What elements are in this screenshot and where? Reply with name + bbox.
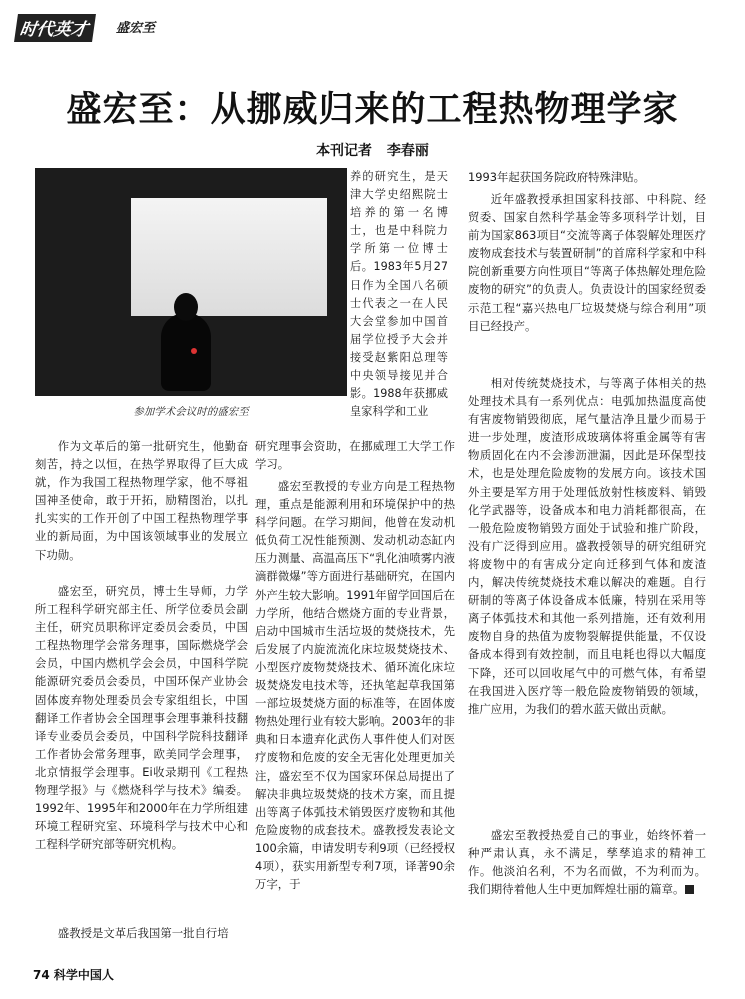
- paragraph-closing: [468, 826, 706, 898]
- end-mark-icon: [685, 885, 694, 894]
- speaker-silhouette: [161, 313, 211, 391]
- page-number: 74: [33, 968, 50, 982]
- column-label: 时代英才: [14, 14, 96, 42]
- paragraph-research: 盛宏至教授的专业方向是工程热物理，重点是能源利用和环境保护中的热科学问题。在学习期间，他曾在发动机低负荷工况性能预测、发动机动态缸内压力测量、高温高压下“乳化油喷雾内液滴群微爆”等方面进行基础研究，在国内外产生较大影响。1991年留学回国后在力学所，他结合燃烧方面的专业背景，启动中国城市生活垃圾的焚烧技术，先后发展了内旋流流化床垃圾焚烧技术、小型医疗废物焚烧技术、循环流化床垃圾焚烧发电技术等，还执笔起草我国第一部垃圾焚烧方面的标准等，在固体废物热处理行业有较大影响。2003年的非典和日本遗弃化武伤人事件使人们对医疗废物和危废的安全无害化处理更加关注，盛宏至不仅为国家环保总局提出了解决非典垃圾焚烧的技术方案，而且提出等离子体弧技术销毁医疗废物和其他危险废物的成套技术。盛教授发表论文100余篇，申请发明专利9项（已经授权4项），获实用新型专利7项，译著90余万字，于: [255, 479, 455, 892]
- article-byline: 本刊记者 李春丽: [316, 143, 429, 159]
- paragraph-projects: 近年盛教授承担国家科技部、中科院、经贸委、国家自然科学基金等多项科学计划，目前为国家863项目“交流等离子体裂解处理医疗废物成套技术与装置研制”的首席科学家和中科院创新重要方向性项目“等离子体热解处理危险废物的研究”的负责人。负责设计的国家经贸委示范工程“嘉兴热电厂垃圾焚烧与综合利用”项目已经投产。: [468, 192, 706, 333]
- paragraph-norway: 研究理事会资助，在挪威理工大学工作学习。: [255, 439, 455, 472]
- closing-text: 盛宏至教授热爱自己的事业，始终怀着一种严肃认真，永不满足，孳孳追求的精神工作。他淡泊名利，不为名而做，不为利而为。我们期待着他人生中更加辉煌壮丽的篇章。: [468, 828, 706, 897]
- paragraph-plasma: 相对传统焚烧技术，与等离子体相关的热处理技术具有一系列优点：电弧加热温度高使有害废物销毁彻底，尾气量洁净且量少而易于进一步处理，废渣形成玻璃体将重金属等有害物质固化在内不会渗沥泄漏，因此是环保型技术，也是处理危险废物的发展方向。该技术国外主要是军方用于处理低放射性核废料、销毁化学武器等，设备成本和电力消耗都很高，在一般危险废物销毁方面处于试验和推广阶段，没有广泛得到应用。盛教授领导的研究组研究将废物中的有害成分定向迁移到气体和废渣内，解决传统焚烧技术难以解决的难题。自行研制的等离子体设备成本低廉，特别在采用等离子体弧技术和其他一系列措施，还有效利用废物自身的热值为废物裂解提供能量，不仅设备成本得到有效控制，而且电耗也得以大幅度下降，还可以回收尾气中的可燃气体，有希望在我国进入医疗等一般危险废物销毁的领域，推广应用，为我们的碧水蓝天做出贡献。: [468, 376, 706, 716]
- projection-screen: [131, 198, 327, 316]
- conference-photo: [35, 168, 347, 396]
- column-person-name: 盛宏至: [116, 21, 156, 36]
- photo-caption: 参加学术会议时的盛宏至: [133, 406, 249, 418]
- paragraph-background: 盛教授是文革后我国第一批自行培: [57, 926, 229, 940]
- page-footer: [33, 966, 114, 983]
- article-title: 盛宏至：从挪威归来的工程热物理学家: [66, 89, 679, 130]
- paragraph-wrap: 养的研究生，是天津大学史绍熙院士培养的第一名博士，也是中科院力学所第一位博士后。1983年5月27日作为全国八名硕士代表之一在人民大会堂参加中国首届学位授予大会并接受赵紫阳总理等中央领导接见并合影。1988年获挪威皇家科学和工业: [350, 170, 448, 419]
- paragraph-profile: 盛宏至，研究员，博士生导师，力学所工程科学研究部主任、所学位委员会副主任，研究员职称评定委员会委员，中国工程热物理学会常务理事，国际燃烧学会会员，中国内燃机学会会员，中国科学院能源研究委员会委员，中国环保产业协会固体废弃物处理委员会专家组组长，中国翻译工作者协会全国理事会理事兼科技翻译专业委员会委员，中国科学院科技翻译工作者协会常务理事，欧美同学会理事，北京情报学会理事。Ei收录期刊《工程热物理学报》与《燃烧科学与技术》编委。1992年、1995年和2000年在力学所组建环境工程研究室、环境科学与技术中心和工程科学研究部等研究机构。: [35, 584, 248, 852]
- paragraph-intro: 作为文革后的第一批研究生，他勤奋刻苦，持之以恒，在热学界取得了巨大成就，作为我国工程热物理学家，他不辱祖国神圣使命，敢于开拓，励精图治，以扎扎实实的工作开创了中国工程热物理学事业的新局面，为中国该领域事业的发展立下功勋。: [35, 439, 248, 562]
- magazine-name: 科学中国人: [53, 968, 114, 982]
- indicator-light: [191, 348, 197, 354]
- paragraph-allowance: 1993年起获国务院政府特殊津贴。: [468, 170, 646, 184]
